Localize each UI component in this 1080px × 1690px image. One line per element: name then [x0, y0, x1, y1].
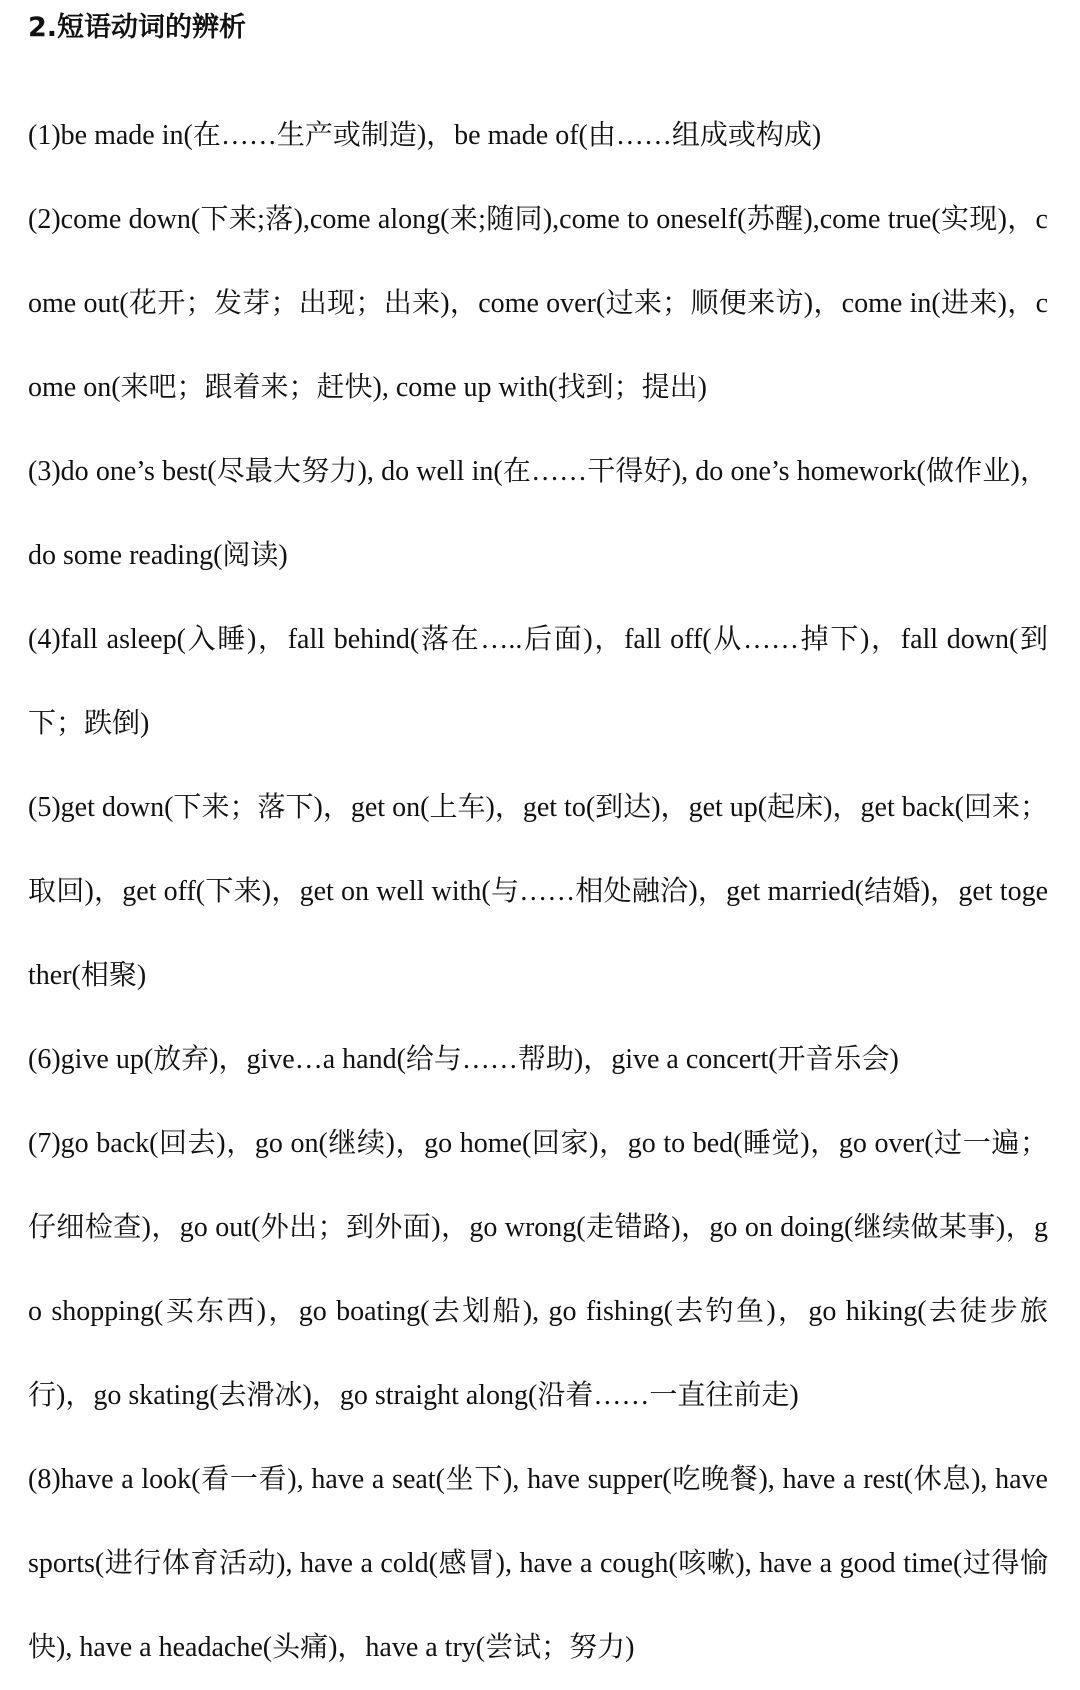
- entry-6: (6)give up(放弃)，give…a hand(给与……帮助)，give a concert(开音乐会): [28, 1044, 899, 1075]
- entry-3: (3)do one’s best(尽最大努力), do well in(在……干得好), do one’s homework(做作业)，do some reading(阅读): [28, 456, 1048, 571]
- entry-5: (5)get down(下来；落下)，get on(上车)，get to(到达)，get up(起床)，get back(回来；取回)，get off(下来)，get on well with(与……相处融洽)，get married(结婚)，get together(相聚): [28, 792, 1048, 991]
- section-heading: 2.短语动词的辨析: [28, 12, 247, 43]
- document-page: [28, 0, 1055, 1690]
- entry-2: (2)come down(下来;落),come along(来;随同),come to oneself(苏醒),come true(实现)，come out(花开；发芽；出现；出来)，come over(过来；顺便来访)，come in(进来)，come on(来吧；跟着来；赶快), come up with(找到；提出): [28, 204, 1048, 403]
- entry-1: (1)be made in(在……生产或制造)，be made of(由……组成或构成): [28, 120, 822, 151]
- entry-7: (7)go back(回去)，go on(继续)，go home(回家)，go to bed(睡觉)，go over(过一遍；仔细检查)，go out(外出；到外面)，go wrong(走错路)，go on doing(继续做某事)，go shopping(买东西)，go boating(去划船), go fishing(去钓鱼)，go hiking(去徒步旅行)，go skating(去滑冰)，go straight along(沿着……一直往前走): [28, 1128, 1048, 1411]
- entry-8: (8)have a look(看一看), have a seat(坐下), have supper(吃晚餐), have a rest(休息), have sports(进行体育活动), have a cold(感冒), have a cough(咳嗽), have a good time(过得愉快), have a headache(头痛)，have a try(尝试；努力): [28, 1464, 1055, 1663]
- entry-4: (4)fall asleep(入睡)，fall behind(落在…..后面)，fall off(从……掉下)，fall down(到下；跌倒): [28, 624, 1048, 739]
- phrase-list: [28, 94, 1055, 1690]
